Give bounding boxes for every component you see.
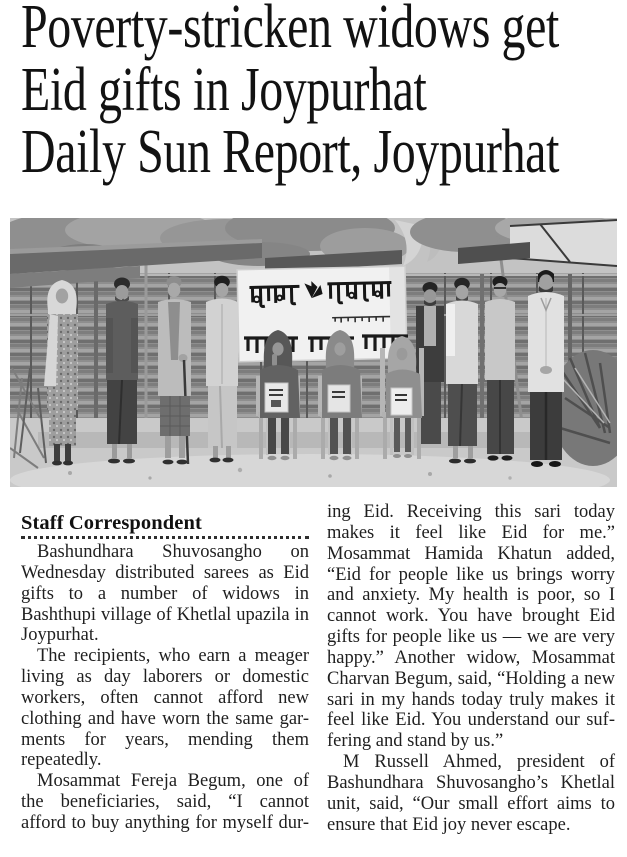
text-line: the beneficiaries, said, “I cannot [21, 792, 309, 813]
article-photo [10, 218, 617, 487]
text-line: The recipients, who earn a meager [37, 646, 309, 667]
text-line: Bashthupi village of Khetlal upazila in [21, 604, 309, 625]
text-line: unit, said, “Our small effort aims to [327, 793, 615, 814]
text-line: ing Eid. Receiving this sari today [327, 502, 615, 522]
text-line: Charvan Begum, said, “Holding a new [327, 668, 615, 689]
ground [10, 418, 617, 487]
text-line: ensure that Eid joy never escape. [327, 814, 571, 835]
person-standing-tall [528, 270, 564, 467]
text-line: makes it feel like Eid for me.” [327, 522, 615, 543]
article-body [21, 502, 617, 836]
text-line: living as day laborers or domestic [21, 667, 309, 688]
person-standing-tee [446, 278, 478, 464]
text-line: repeatedly. [21, 750, 102, 771]
text-line: Mosammat Hamida Khatun added, [327, 543, 615, 564]
column-right-lines [327, 502, 615, 836]
text-line: Bashundhara Shuvosangho on [37, 542, 309, 562]
text-line: Joypurhat. [21, 625, 99, 646]
text-line: workers, often cannot afford new [21, 687, 309, 708]
column-left-lines [21, 542, 309, 834]
headline-text: Poverty-stricken widows get [21, 0, 559, 61]
text-line: sari in my hands today truly makes it [327, 689, 615, 710]
text-line: Bashundhara Shuvosangho’s Khetlal [327, 772, 615, 793]
person-standing-white-shirt [206, 276, 238, 463]
text-line: feel like Eid. You understand our suf- [327, 710, 615, 731]
text-line: fering and stand by us.” [327, 731, 504, 752]
byline: Staff Correspondent [21, 512, 202, 534]
byline-block [21, 508, 309, 539]
column-right [327, 502, 615, 836]
byline-rule [21, 536, 309, 539]
headline-line [21, 55, 627, 124]
text-line: and anxiety. My health is poor, so I [327, 585, 615, 606]
person-standing-woman [44, 280, 78, 465]
headline-line [21, 118, 627, 186]
text-line: cannot work. You have brought Eid [327, 606, 615, 627]
headline [21, 0, 627, 184]
headline-text: Eid gifts in Joypurhat [21, 55, 427, 124]
photo-illustration [10, 218, 617, 487]
text-line: happy.” Another widow, Mosammat [327, 647, 615, 668]
person-standing-dark-shirt [106, 278, 138, 464]
headline-text: Daily Sun Report, Joypurhat [21, 118, 560, 186]
column-left [21, 508, 309, 836]
text-line: gifts for people like us — we are very [327, 627, 615, 648]
text-line: Mosammat Fereja Begum, one of [37, 771, 309, 792]
headline-line [21, 0, 627, 59]
text-line: gifts to a number of widows in [21, 583, 309, 604]
person-standing-glasses [485, 276, 515, 461]
text-line: Wednesday distributed sarees as Eid [21, 562, 309, 583]
text-line: M Russell Ahmed, president of [343, 752, 615, 773]
text-line: “Eid for people like us brings worry [327, 564, 615, 585]
text-line: ments for years, mending them [21, 729, 309, 750]
text-line: afford to buy anything for myself dur- [21, 812, 309, 833]
text-line: clothing and have worn the same gar- [21, 708, 309, 729]
